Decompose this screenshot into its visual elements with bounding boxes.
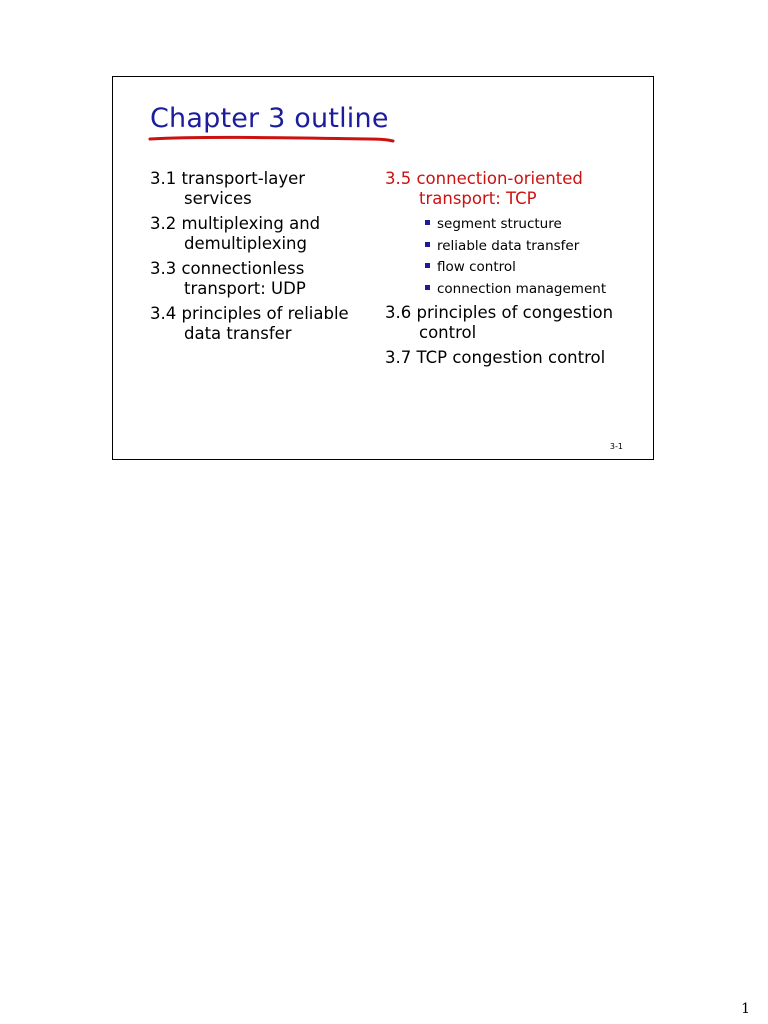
- slide-number: 3-1: [609, 442, 623, 451]
- subtopic-item[interactable]: [425, 279, 650, 301]
- subtopic-text: reliable data transfer: [437, 237, 580, 254]
- outline-item-text: 3.6 principles of congestion: [385, 303, 614, 322]
- outline-left-column: [150, 169, 365, 349]
- subtopic-text: flow control: [437, 259, 516, 275]
- page-number: 1: [741, 1001, 750, 1017]
- outline-item-3-5-current[interactable]: [385, 169, 650, 209]
- subtopic-text: connection management: [437, 280, 607, 297]
- outline-item-text: 3.5 connection-oriented: [385, 169, 583, 188]
- subtopic-text: segment structure: [437, 216, 562, 232]
- square-bullet-icon: [425, 220, 430, 225]
- subtopic-item[interactable]: [425, 257, 650, 279]
- outline-item-text: transport: TCP: [419, 189, 537, 208]
- outline-item-text: data transfer: [184, 324, 292, 343]
- outline-item-3-3[interactable]: [150, 259, 365, 299]
- outline-right-column: [385, 169, 650, 373]
- subtopic-item[interactable]: [425, 214, 650, 236]
- slide: [112, 76, 654, 460]
- outline-item-3-6[interactable]: [385, 303, 650, 343]
- outline-item-text: control: [419, 323, 477, 342]
- outline-item-text: services: [184, 189, 252, 208]
- subtopic-item[interactable]: [425, 236, 650, 258]
- outline-item-3-2[interactable]: [150, 214, 365, 254]
- subtopic-list: [385, 214, 650, 300]
- square-bullet-icon: [425, 285, 430, 290]
- outline-item-3-4[interactable]: [150, 304, 365, 344]
- outline-item-text: demultiplexing: [184, 234, 307, 253]
- outline-item-text: 3.4 principles of reliable: [150, 304, 349, 323]
- outline-item-text: transport: UDP: [184, 279, 306, 298]
- outline-item-text: 3.3 connectionless: [150, 259, 305, 278]
- outline-item-text: 3.2 multiplexing and: [150, 214, 321, 233]
- title-underline: [147, 131, 397, 147]
- square-bullet-icon: [425, 242, 430, 247]
- outline-item-3-1[interactable]: [150, 169, 365, 209]
- outline-item-text: 3.7 TCP congestion control: [385, 348, 606, 367]
- square-bullet-icon: [425, 263, 430, 268]
- outline-item-text: 3.1 transport-layer: [150, 169, 306, 188]
- outline-item-3-7[interactable]: [385, 348, 650, 368]
- slide-title: Chapter 3 outline: [150, 103, 389, 134]
